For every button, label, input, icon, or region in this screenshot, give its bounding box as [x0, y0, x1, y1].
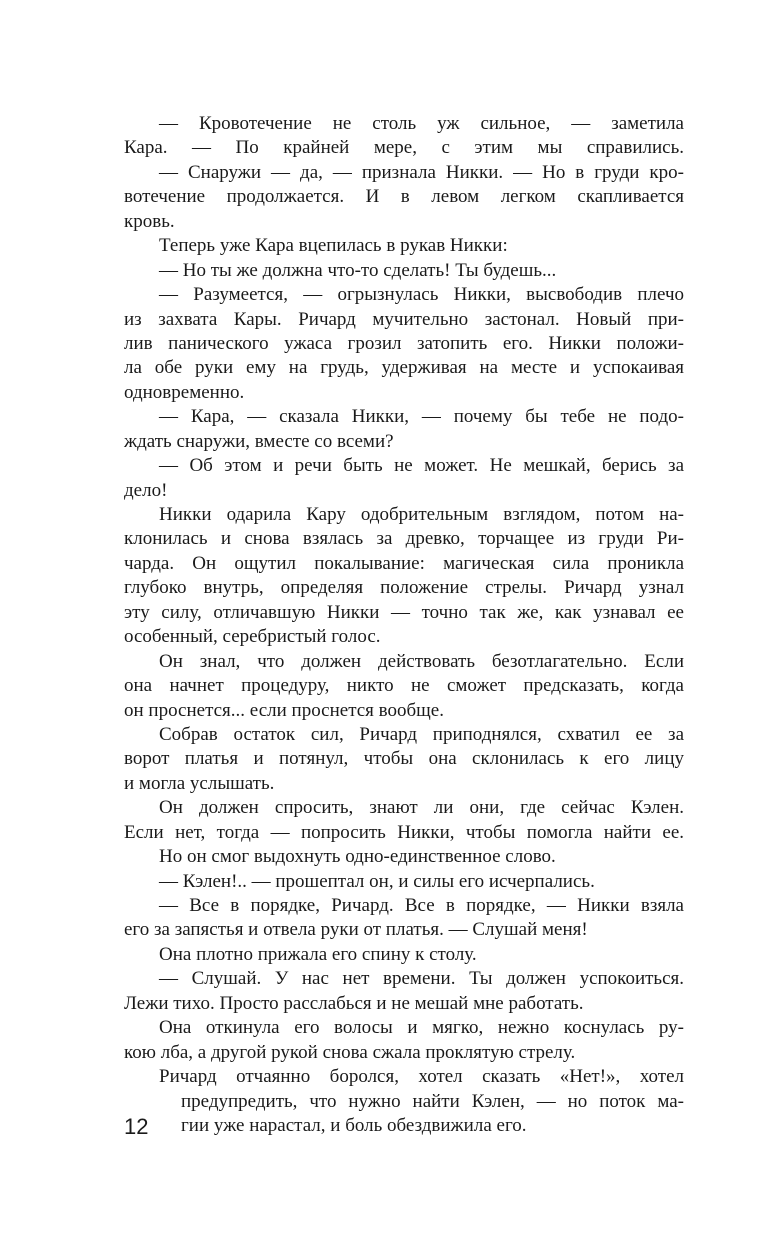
text-line: эту силу, отличавшую Никки — точно так же, как узнавал ее — [124, 601, 684, 623]
text-line: ждать снаружи, вместе со всеми? — [124, 430, 394, 452]
text-line: — Кровотечение не столь уж сильное, — заметила — [159, 113, 684, 134]
text-line: Она плотно прижала его спину к столу. — [159, 943, 477, 965]
page-number: 12 — [124, 1114, 149, 1139]
text-line: Собрав остаток сил, Ричард приподнялся, схватил ее за — [159, 723, 684, 745]
text-line: вотечение продолжается. И в левом легком скапливается — [124, 186, 684, 208]
text-line: — Слушай. У нас нет времени. Ты должен успокоиться. — [159, 968, 684, 990]
text-line: ла обе руки ему на грудь, удерживая на месте и успокаивая — [124, 357, 684, 379]
text-line: — Об этом и речи быть не может. Не мешкай, берись за — [159, 455, 684, 477]
text-line: Она откинула его волосы и мягко, нежно коснулась ру- — [159, 1017, 684, 1039]
text-line: Он должен спросить, знают ли они, где сейчас Кэлен. — [159, 797, 684, 819]
text-line: Если нет, тогда — попросить Никки, чтобы помогла найти ее. — [124, 821, 684, 843]
text-line: — Разумеется, — огрызнулась Никки, высвободив плечо — [159, 284, 684, 306]
text-line: — Кара, — сказала Никки, — почему бы тебе не подо- — [159, 406, 684, 428]
text-line: и могла услышать. — [124, 772, 275, 794]
text-line: лив панического ужаса грозил затопить его. Никки положи- — [124, 332, 684, 354]
body-text-tail — [181, 1090, 684, 1139]
text-line: она начнет процедуру, никто не сможет предсказать, когда — [124, 675, 684, 697]
text-line: Кара. — По крайней мере, с этим мы справились. — [124, 137, 684, 159]
text-line: Лежи тихо. Просто расслабься и не мешай мне работать. — [124, 992, 584, 1014]
text-line: чарда. Он ощутил покалывание: магическая сила проникла — [124, 552, 684, 574]
text-line: кою лба, а другой рукой снова сжала проклятую стрелу. — [124, 1041, 576, 1063]
text-line: глубоко внутрь, определяя положение стрелы. Ричард узнал — [124, 577, 684, 599]
text-line: ворот платья и потянул, чтобы она склонилась к его лицу — [124, 748, 684, 770]
text-line: особенный, серебристый голос. — [124, 626, 381, 648]
text-line: его за запястья и отвела руки от платья. — Слушай меня! — [124, 919, 588, 941]
text-line: предупредить, что нужно найти Кэлен, — но поток ма- — [181, 1091, 684, 1112]
text-line: Но он смог выдохнуть одно-единственное слово. — [159, 846, 556, 868]
text-line: из захвата Кары. Ричард мучительно застонал. Новый при- — [124, 308, 684, 330]
text-line: Никки одарила Кару одобрительным взглядом, потом на- — [159, 504, 684, 525]
text-line: кровь. — [124, 210, 175, 232]
text-line: Теперь уже Кара вцепилась в рукав Никки: — [159, 235, 508, 257]
text-line: — Но ты же должна что-то сделать! Ты будешь... — [159, 259, 557, 281]
text-line: клонилась и снова взялась за древко, торчащее из груди Ри- — [124, 528, 684, 550]
text-line: он проснется... если проснется вообще. — [124, 699, 444, 721]
text-line: Ричард отчаянно боролся, хотел сказать «Нет!», хотел — [159, 1066, 684, 1088]
text-line: — Снаружи — да, — признала Никки. — Но в груди кро- — [159, 161, 684, 183]
text-line: одновременно. — [124, 381, 245, 403]
text-line: Он знал, что должен действовать безотлагательно. Если — [159, 650, 684, 672]
text-line: дело! — [124, 479, 168, 501]
body-text — [124, 112, 684, 1090]
text-line: — Все в порядке, Ричард. Все в порядке, — Никки взяла — [159, 895, 684, 916]
text-line: гии уже нарастал, и боль обездвижила его. — [181, 1115, 527, 1137]
text-line: — Кэлен!.. — прошептал он, и силы его исчерпались. — [159, 870, 595, 892]
